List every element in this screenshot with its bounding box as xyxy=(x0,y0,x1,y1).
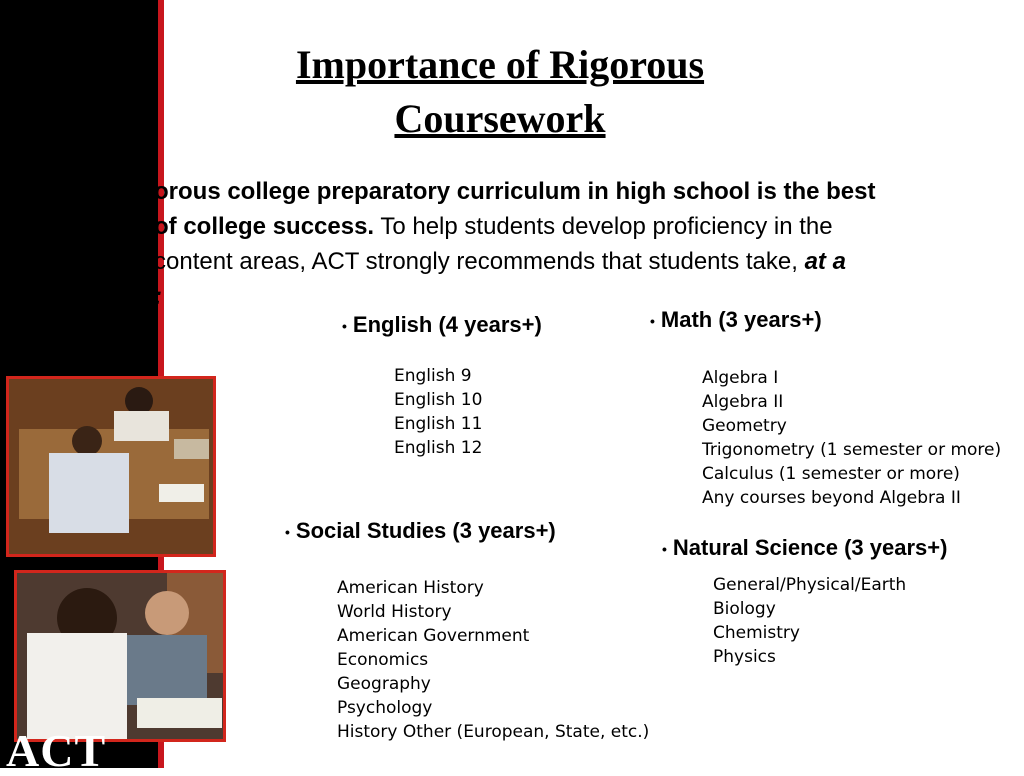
list-item: Economics xyxy=(337,650,429,670)
intro-line-2: To help students develop proficiency in the xyxy=(374,213,833,240)
social-studies-course-list xyxy=(337,576,649,744)
list-item: Physics xyxy=(713,647,776,667)
list-item: Trigonometry (1 semester or more) xyxy=(702,440,1002,460)
math-course-list xyxy=(702,366,1001,510)
list-item: Chemistry xyxy=(713,623,800,643)
list-item: English 9 xyxy=(394,366,472,386)
act-logo: ACT xyxy=(6,725,107,776)
students-reading-photo xyxy=(14,570,226,742)
english-course-list xyxy=(394,364,482,460)
slide-title xyxy=(230,38,770,146)
list-item: General/Physical/Earth xyxy=(713,575,907,595)
title-line-1: Importance of Rigorous xyxy=(295,42,705,87)
list-item: Algebra I xyxy=(702,368,779,388)
social-studies-heading: • Social Studies (3 years+) xyxy=(285,518,556,543)
intro-bold-line-2: of college success. xyxy=(154,213,375,240)
list-item: English 10 xyxy=(394,390,483,410)
intro-emphasis: at a xyxy=(804,248,846,275)
natural-science-heading: • Natural Science (3 years+) xyxy=(662,535,948,560)
list-item: English 11 xyxy=(394,414,483,434)
intro-colon: : xyxy=(154,283,162,306)
list-item: Calculus (1 semester or more) xyxy=(702,464,960,484)
list-item: Biology xyxy=(713,599,776,619)
bullet-icon: • xyxy=(285,524,290,541)
bullet-icon: • xyxy=(650,313,655,330)
list-item: Any courses beyond Algebra II xyxy=(702,488,961,508)
list-item: Geography xyxy=(337,674,431,694)
intro-paragraph xyxy=(146,174,1024,306)
students-studying-photo xyxy=(6,376,216,557)
list-item: History Other (European, State, etc.) xyxy=(337,722,650,742)
bullet-icon: • xyxy=(342,318,347,335)
list-item: English 12 xyxy=(394,438,483,458)
list-item: American History xyxy=(337,578,484,598)
list-item: American Government xyxy=(337,626,530,646)
list-item: Algebra II xyxy=(702,392,784,412)
list-item: World History xyxy=(337,602,452,622)
bullet-icon: • xyxy=(662,541,667,558)
list-item: Geometry xyxy=(702,416,787,436)
natural-science-course-list xyxy=(713,573,906,669)
title-line-2: Coursework xyxy=(394,96,606,141)
intro-line-3: content areas, ACT strongly recommends that students take, xyxy=(154,248,805,275)
list-item: Psychology xyxy=(337,698,433,718)
english-heading: • English (4 years+) xyxy=(342,312,542,337)
math-heading: • Math (3 years+) xyxy=(650,307,822,332)
intro-bold-line-1: orous college preparatory curriculum in high school is the best xyxy=(154,178,876,205)
